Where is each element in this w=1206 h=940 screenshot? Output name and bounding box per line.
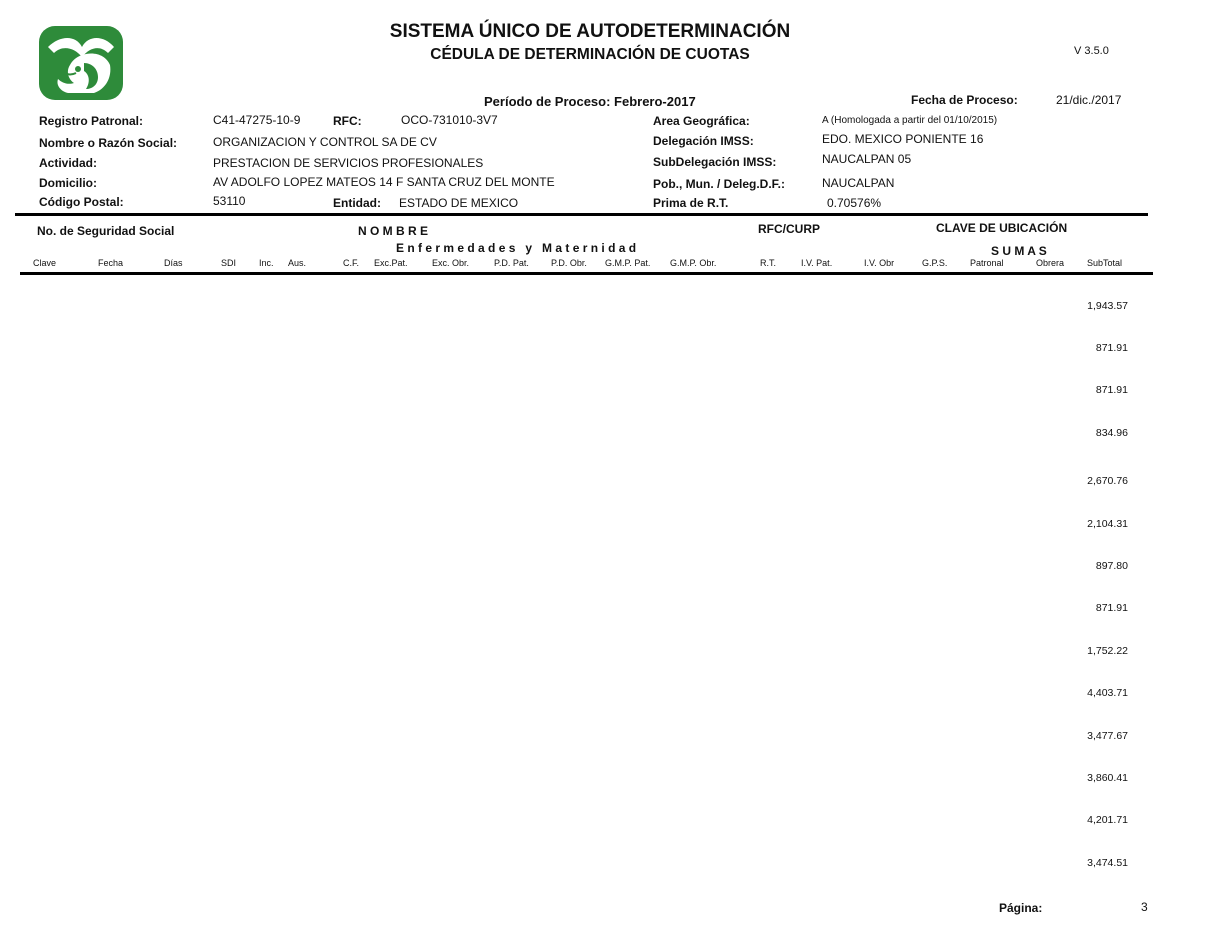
poblacion-label: Pob., Mun. / Deleg.D.F.: xyxy=(653,177,785,191)
rfc-label: RFC: xyxy=(333,114,362,128)
col-gps: G.P.S. xyxy=(922,258,948,268)
delegacion-value: EDO. MEXICO PONIENTE 16 xyxy=(822,132,984,146)
col-exc-pat: Exc.Pat. xyxy=(374,258,408,268)
col-exc-obr: Exc. Obr. xyxy=(432,258,470,268)
nombre-header: N O M B R E xyxy=(358,224,429,238)
domicilio-value: AV ADOLFO LOPEZ MATEOS 14 F SANTA CRUZ DEL MONTE xyxy=(213,175,555,189)
subtotal-value: 1,943.57 xyxy=(1087,300,1128,312)
col-rt: R.T. xyxy=(760,258,777,268)
col-subtotal: SubTotal xyxy=(1087,258,1123,268)
col-obrera: Obrera xyxy=(1036,258,1065,268)
col-pd-pat: P.D. Pat. xyxy=(494,258,529,268)
enf-mat-header: E n f e r m e d a d e s y M a t e r n i d a d xyxy=(396,241,637,255)
registro-value: C41-47275-10-9 xyxy=(213,113,301,127)
header-top-rule xyxy=(15,213,1148,216)
area-label: Area Geográfica: xyxy=(653,114,750,128)
col-gmp-obr: G.M.P. Obr. xyxy=(670,258,717,268)
header-bottom-rule xyxy=(20,272,1153,275)
col-dias: Días xyxy=(164,258,183,268)
sumas-header: S U M A S xyxy=(991,244,1047,258)
col-cf: C.F. xyxy=(343,258,360,268)
cp-value: 53110 xyxy=(213,194,246,208)
actividad-label: Actividad: xyxy=(39,156,98,170)
prima-label: Prima de R.T. xyxy=(653,196,729,210)
col-gmp-pat: G.M.P. Pat. xyxy=(605,258,651,268)
version-label: V 3.5.0 xyxy=(1074,45,1109,57)
subdelegacion-label: SubDelegación IMSS: xyxy=(653,155,777,169)
period-label: Período de Proceso: Febrero-2017 xyxy=(484,94,696,109)
col-iv-obr: I.V. Obr xyxy=(864,258,895,268)
prima-value: 0.70576% xyxy=(827,196,882,210)
subtotal-value: 3,860.41 xyxy=(1087,772,1128,784)
page-label: Página: xyxy=(999,901,1043,915)
subtotal-value: 3,474.51 xyxy=(1087,857,1128,869)
delegacion-label: Delegación IMSS: xyxy=(653,134,754,148)
col-pd-obr: P.D. Obr. xyxy=(551,258,587,268)
registro-label: Registro Patronal: xyxy=(39,114,144,128)
subtotal-value: 3,477.67 xyxy=(1087,730,1128,742)
col-aus: Aus. xyxy=(288,258,307,268)
entidad-value: ESTADO DE MEXICO xyxy=(399,196,519,210)
subtotal-value: 897.80 xyxy=(1095,560,1128,572)
col-patronal: Patronal xyxy=(970,258,1004,268)
col-fecha: Fecha xyxy=(98,258,124,268)
clave-ubicacion-header: CLAVE DE UBICACIÓN xyxy=(936,221,1068,235)
rfc-value: OCO-731010-3V7 xyxy=(401,113,498,127)
subtotal-value: 834.96 xyxy=(1095,427,1128,439)
entidad-label: Entidad: xyxy=(333,196,381,210)
poblacion-value: NAUCALPAN xyxy=(822,176,895,190)
page-number: 3 xyxy=(1141,900,1148,914)
nombre-value: ORGANIZACION Y CONTROL SA DE CV xyxy=(213,135,437,149)
subtotal-value: 4,201.71 xyxy=(1087,814,1128,826)
subtotal-value: 871.91 xyxy=(1095,602,1128,614)
document-subtitle: CÉDULA DE DETERMINACIÓN DE CUOTAS xyxy=(430,46,750,63)
subtotal-value: 871.91 xyxy=(1095,342,1128,354)
process-date-value: 21/dic./2017 xyxy=(1056,93,1122,107)
subdelegacion-value: NAUCALPAN 05 xyxy=(822,152,912,166)
process-date-label: Fecha de Proceso: xyxy=(911,93,1018,107)
nss-header: No. de Seguridad Social xyxy=(37,224,175,238)
actividad-value: PRESTACION DE SERVICIOS PROFESIONALES xyxy=(213,156,484,170)
col-sdi: SDI xyxy=(221,258,237,268)
subtotal-value: 871.91 xyxy=(1095,384,1128,396)
nombre-label: Nombre o Razón Social: xyxy=(39,136,178,150)
cp-label: Código Postal: xyxy=(39,195,124,209)
document-title: SISTEMA ÚNICO DE AUTODETERMINACIÓN xyxy=(389,21,791,42)
subtotal-value: 2,104.31 xyxy=(1087,518,1128,530)
subtotal-value: 1,752.22 xyxy=(1087,645,1128,657)
col-iv-pat: I.V. Pat. xyxy=(801,258,833,268)
area-value: A (Homologada a partir del 01/10/2015) xyxy=(822,115,998,126)
subtotal-value: 4,403.71 xyxy=(1087,687,1128,699)
domicilio-label: Domicilio: xyxy=(39,176,98,190)
rfc-curp-header: RFC/CURP xyxy=(758,222,820,236)
col-clave: Clave xyxy=(33,258,57,268)
subtotal-value: 2,670.76 xyxy=(1087,475,1128,487)
col-inc: Inc. xyxy=(259,258,274,268)
